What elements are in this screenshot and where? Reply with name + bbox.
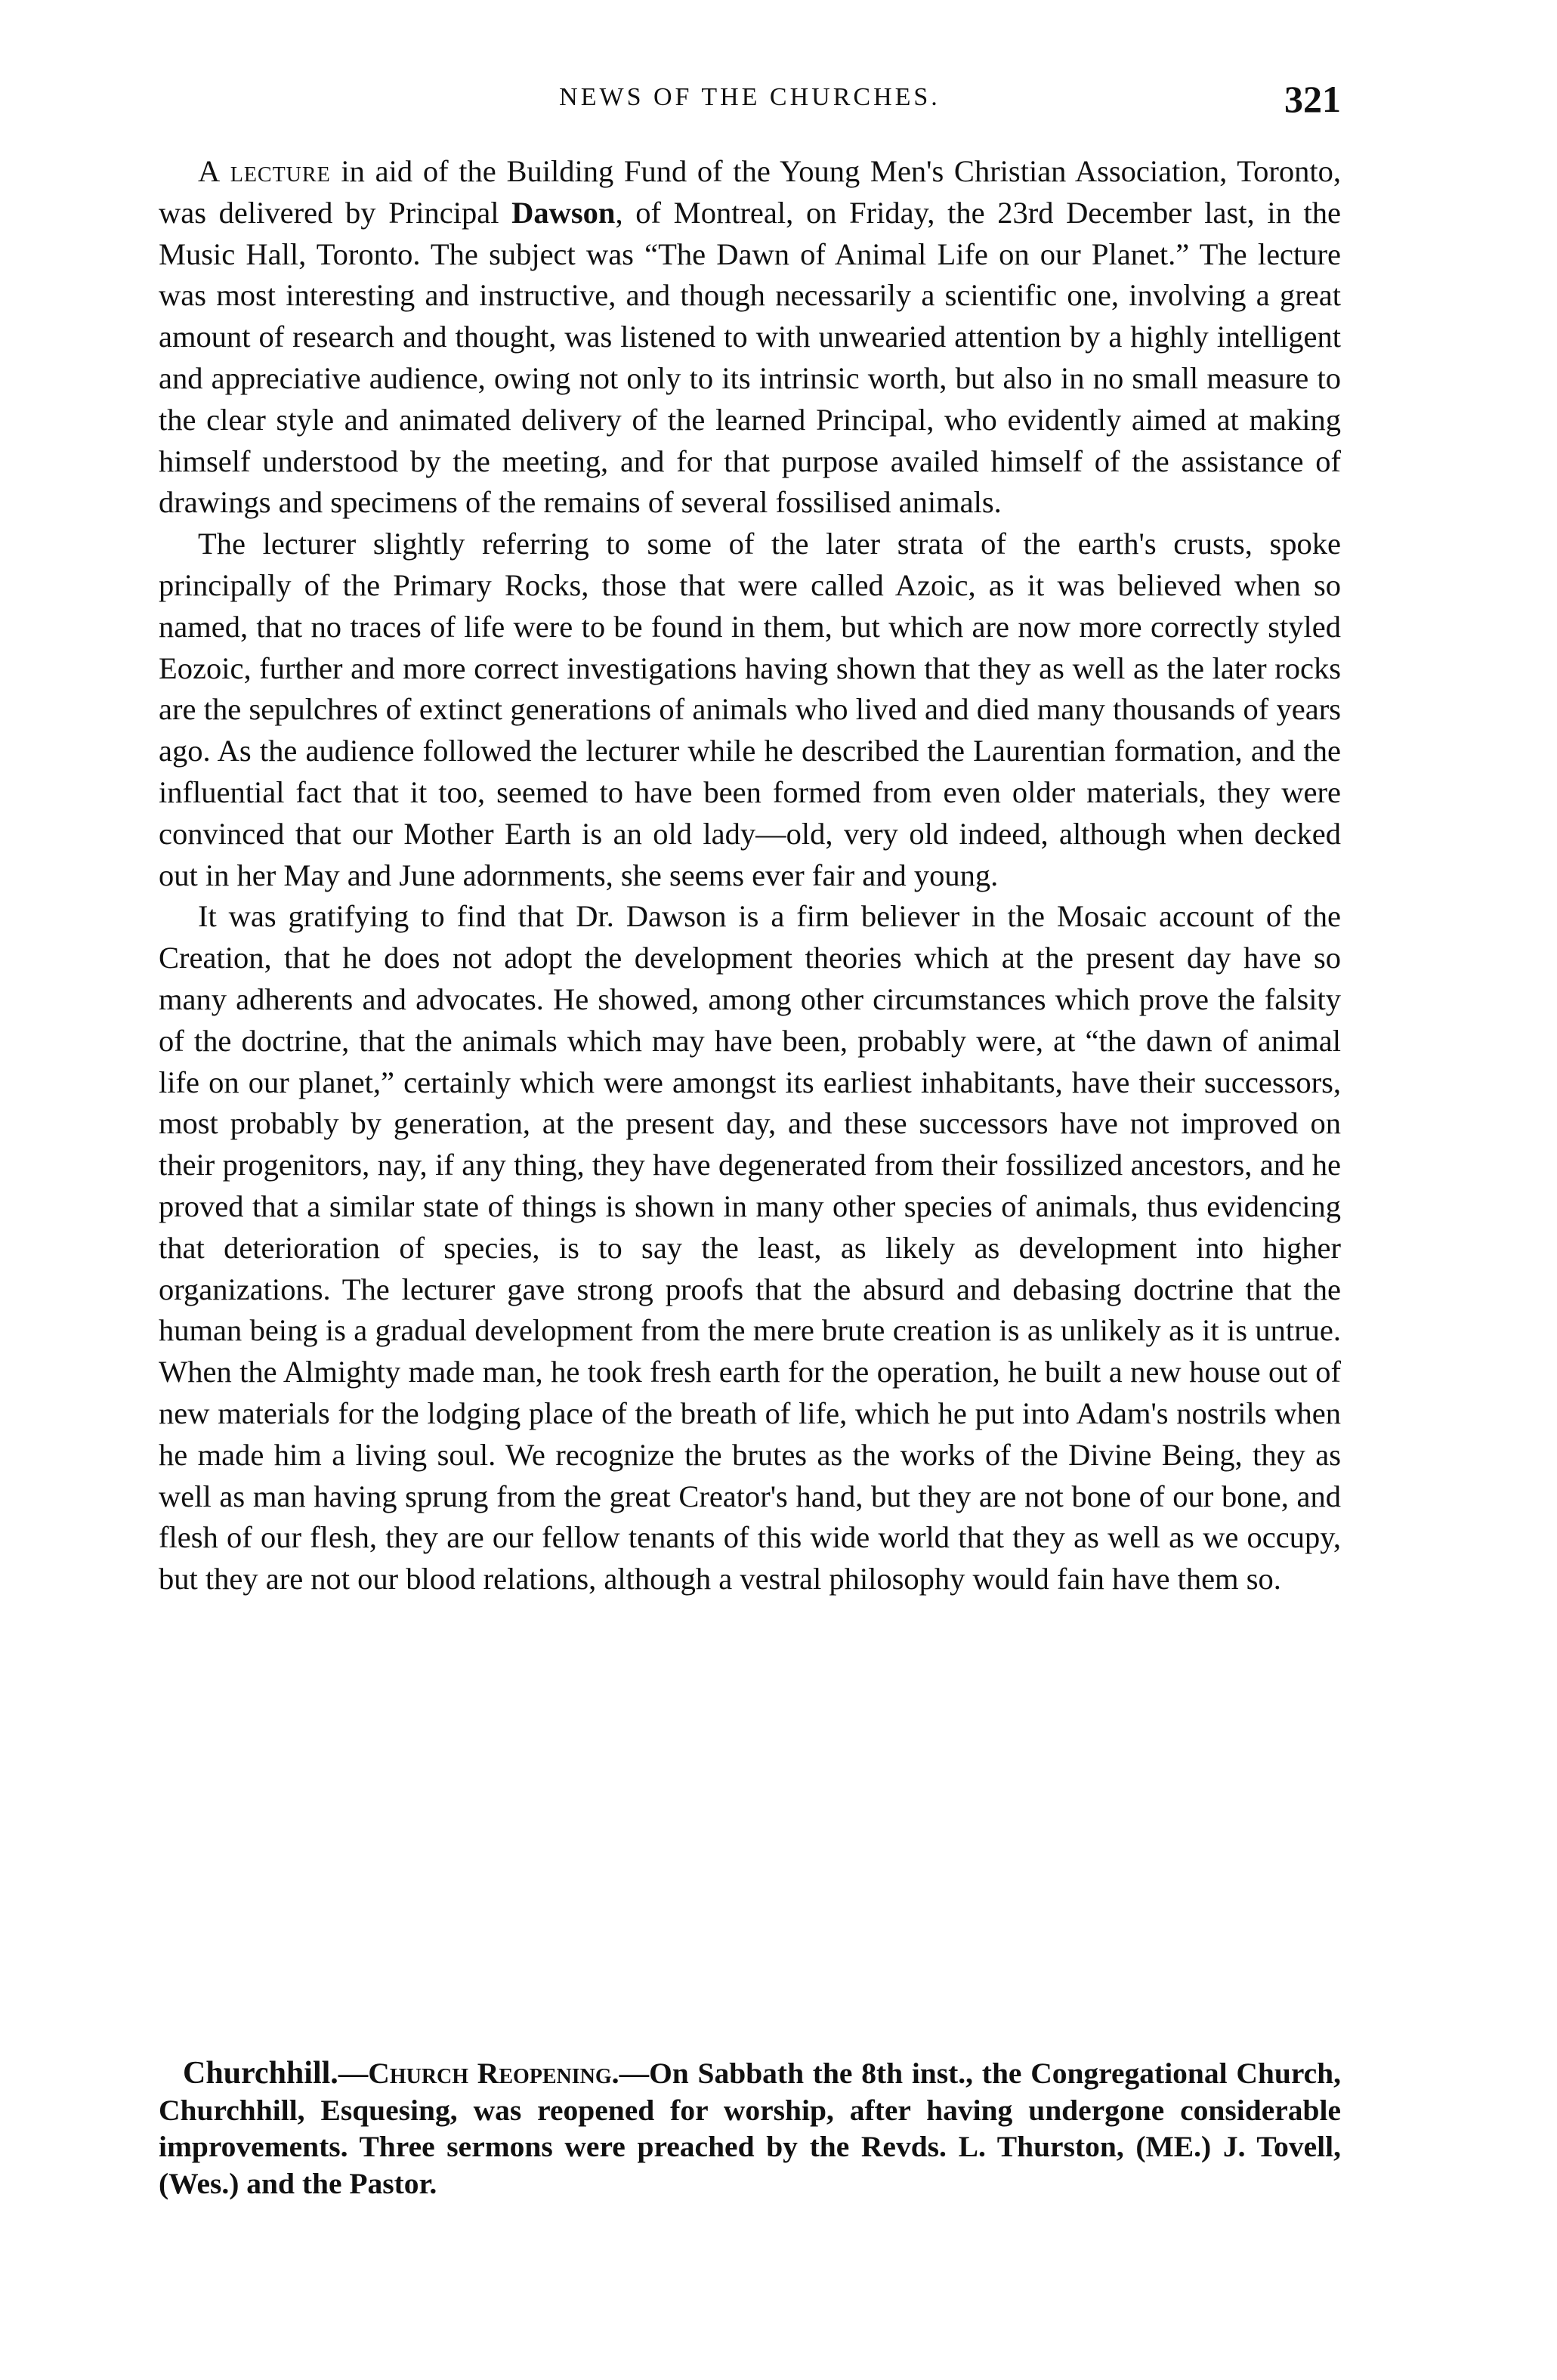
church-news-item <box>159 2055 1341 2202</box>
news-subhead: Church Reopening. <box>368 2057 619 2090</box>
news-text: —On Sabbath the 8th inst., the Congregational Church, Churchhill, Esquesing, was reopened for worship, after having undergone considerable improvements. Three sermons were preached by the Revds. L. Thurston, (ME.) J. Tovell, (Wes.) and the Pastor. <box>159 2057 1342 2200</box>
news-paragraph <box>159 2055 1341 2202</box>
page-header <box>159 78 1341 128</box>
lecture-paragraph-3: It was gratifying to find that Dr. Dawson is a firm believer in the Mosaic account of the Creation, that he does not adopt the development theories which at the present day have so many adherents and advocates. He showed, among other circumstances which prove the falsity of the doctrine, that the animals which may have been, probably were, at “the dawn of animal life on our planet,” certainly which were amongst its earliest inhabitants, have their successors, most probably by generation, at the present day, and these successors have not improved on their progenitors, nay, if any thing, they have degenerated from their fossilized ancestors, and he proved that a similar state of things is shown in many other species of animals, thus evidencing that deterioration of species, is to say the least, as likely as development into higher organizations. The lecturer gave strong proofs that the absurd and debasing doctrine that the human being is a gradual development from the mere brute creation is as unlikely as it is untrue. When the Almighty made man, he took fresh earth for the operation, he built a new house out of new materials for the lodging place of the breath of life, which he put into Adam's nostrils when he made him a living soul. We recognize the brutes as the works of the Divine Being, they as well as man having sprung from the great Creator's hand, but they are not bone of our bone, and flesh of our flesh, they are our fellow tenants of this wide world that they as well as we occupy, but they are not our blood relations, although a vestral philosophy would fain have them so. <box>159 899 1341 1596</box>
lecture-paragraph-2: The lecturer slightly referring to some of the later strata of the earth's crusts, spoke principally of the Primary Rocks, those that were called Azoic, as it was believed when so named, that no traces of life were to be found in them, but which are now more correctly styled Eozoic, further and more correct investigations having shown that they as well as the later rocks are the sepulchres of extinct generations of animals who lived and died many thousands of years ago. As the audience followed the lecturer while he described the Laurentian formation, and the influential fact that it too, seemed to have been formed from even older materials, they were convinced that our Mother Earth is an old lady—old, very old indeed, although when decked out in her May and June adornments, she seems ever fair and young. <box>159 527 1341 892</box>
lecture-p1-text-a: in aid of the Building Fund of the Young Men's Christian Association, Toronto, was delivered by Principal <box>159 154 1341 230</box>
page-number: 321 <box>1284 78 1341 120</box>
news-place: Churchhill. <box>183 2056 338 2091</box>
news-dash: — <box>338 2057 369 2090</box>
running-head: NEWS OF THE CHURCHES. <box>559 83 941 111</box>
lecture-article <box>159 151 1341 1600</box>
lecturer-name: Dawson <box>511 195 616 230</box>
lecture-lead-in: A lecture <box>198 154 331 188</box>
lecture-paragraph-1 <box>159 151 1341 524</box>
lecture-p1-text-b: , of Montreal, on Friday, the 23rd December last, in the Music Hall, Toronto. The subject was “The Dawn of Animal Life on our Planet.” The lecture was most interesting and instructive, and though necessarily a scientific one, involving a great amount of research and thought, was listened to with unwearied attention by a highly intelligent and appreciative audience, owing not only to its intrinsic worth, but also in no small measure to the clear style and animated delivery of the learned Principal, who evidently aimed at making himself understood by the meeting, and for that purpose availed himself of the assistance of drawings and specimens of the remains of several fossilised animals. <box>159 195 1341 520</box>
